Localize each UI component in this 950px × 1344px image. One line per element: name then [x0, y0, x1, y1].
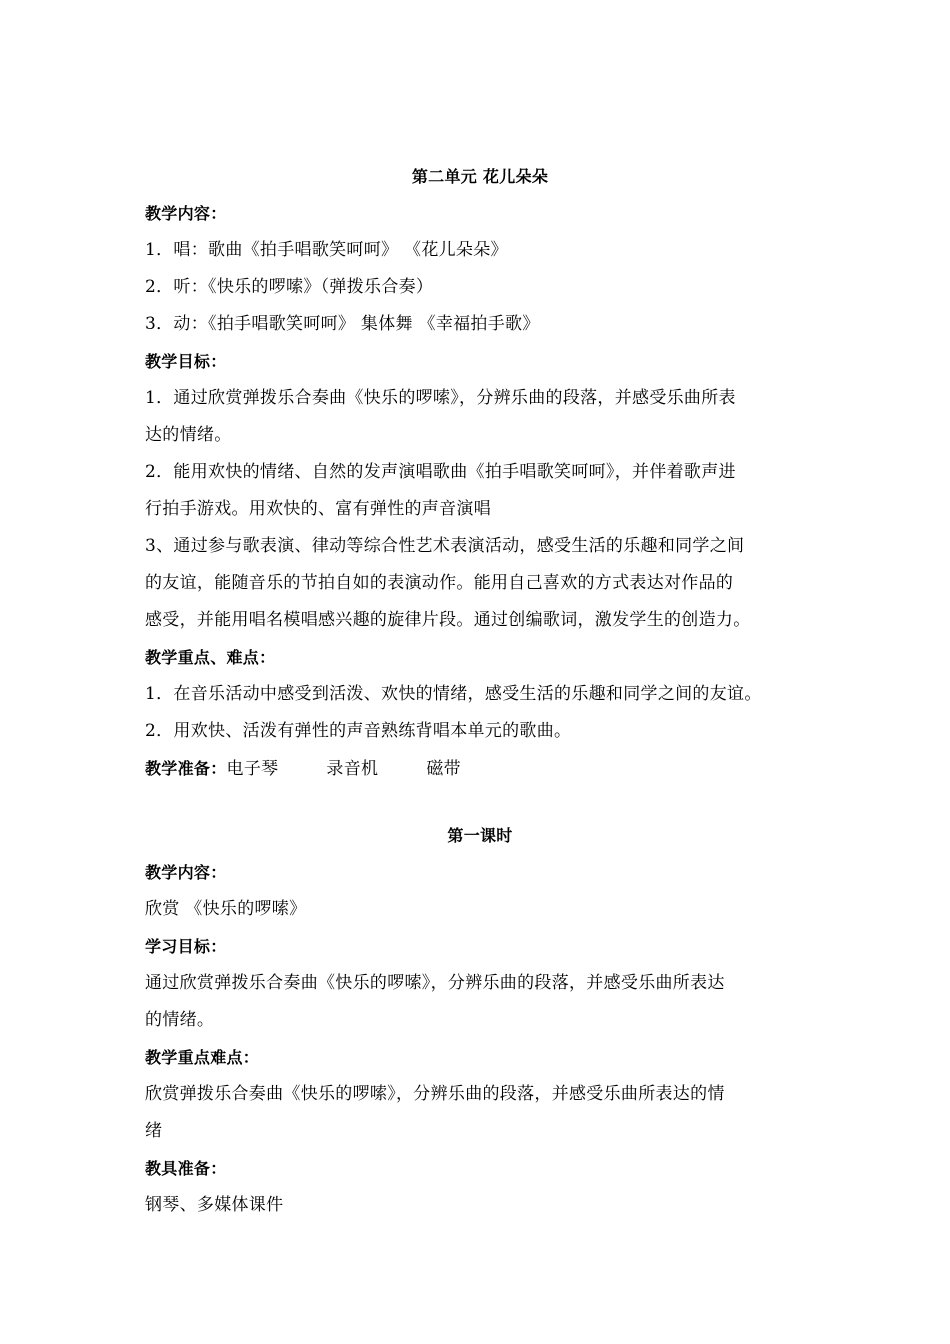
- unit-content-item: 1．唱：歌曲《拍手唱歌笑呵呵》 《花儿朵朵》: [145, 240, 508, 260]
- lesson1-tools-text: 钢琴、多媒体课件: [145, 1195, 284, 1215]
- lesson1-key-line: 欣赏弹拨乐合奏曲《快乐的啰嗦》，分辨乐曲的段落，并感受乐曲所表达的情: [145, 1084, 725, 1104]
- unit-goals-line: 感受，并能用唱名模唱感兴趣的旋律片段。通过创编歌词，激发学生的创造力。: [145, 610, 751, 630]
- unit-key-item: 2．用欢快、活泼有弹性的声音熟练背唱本单元的歌曲。: [145, 721, 572, 741]
- unit-prep-heading: 教学准备：: [145, 759, 227, 778]
- unit-goals-line: 达的情绪。: [145, 425, 232, 445]
- unit-goals-line: 1．通过欣赏弹拨乐合奏曲《快乐的啰嗦》，分辨乐曲的段落，并感受乐曲所表: [145, 388, 736, 408]
- unit-goals-line: 2．能用欢快的情绪、自然的发声演唱歌曲《拍手唱歌笑呵呵》，并伴着歌声进: [145, 462, 736, 482]
- unit-content-item: 3．动：《拍手唱歌笑呵呵》 集体舞 《幸福拍手歌》: [145, 314, 540, 334]
- unit-content-item: 2．听：《快乐的啰嗦》（弹拨乐合奏）: [145, 277, 434, 297]
- unit-content-heading: 教学内容：: [145, 204, 227, 223]
- lesson1-content-text: 欣赏 《快乐的啰嗦》: [145, 899, 307, 919]
- unit-goals-line: 的友谊，能随音乐的节拍自如的表演动作。能用自己喜欢的方式表达对作品的: [145, 573, 734, 593]
- lesson1-key-heading: 教学重点难点：: [145, 1048, 260, 1067]
- unit-prep-row: [145, 750, 825, 787]
- unit-goals-line: 行拍手游戏。用欢快的、富有弹性的声音演唱: [145, 499, 491, 519]
- unit-key-heading: 教学重点、难点：: [145, 648, 276, 667]
- lesson1-title: 第一课时: [447, 826, 513, 845]
- unit-key-item: 1．在音乐活动中感受到活泼、欢快的情绪，感受生活的乐趣和同学之间的友谊。: [145, 684, 762, 704]
- document-page: [145, 158, 825, 1224]
- unit-title: 第二单元 花儿朵朵: [411, 167, 549, 186]
- lesson1-goals-line: 通过欣赏弹拨乐合奏曲《快乐的啰嗦》，分辨乐曲的段落，并感受乐曲所表达: [145, 973, 725, 993]
- unit-prep-item: 录音机: [326, 759, 379, 779]
- lesson1-goals-heading: 学习目标：: [145, 937, 227, 956]
- lesson1-content-heading: 教学内容：: [145, 863, 227, 882]
- unit-prep-item: 电子琴: [226, 759, 279, 779]
- lesson1-tools-heading: 教具准备：: [145, 1159, 227, 1178]
- unit-goals-heading: 教学目标：: [145, 352, 227, 371]
- unit-prep-item: 磁带: [426, 759, 461, 779]
- lesson1-key-line: 绪: [145, 1121, 163, 1141]
- lesson1-goals-line: 的情绪。: [145, 1010, 215, 1030]
- unit-goals-line: 3、通过参与歌表演、律动等综合性艺术表演活动，感受生活的乐趣和同学之间: [145, 536, 745, 556]
